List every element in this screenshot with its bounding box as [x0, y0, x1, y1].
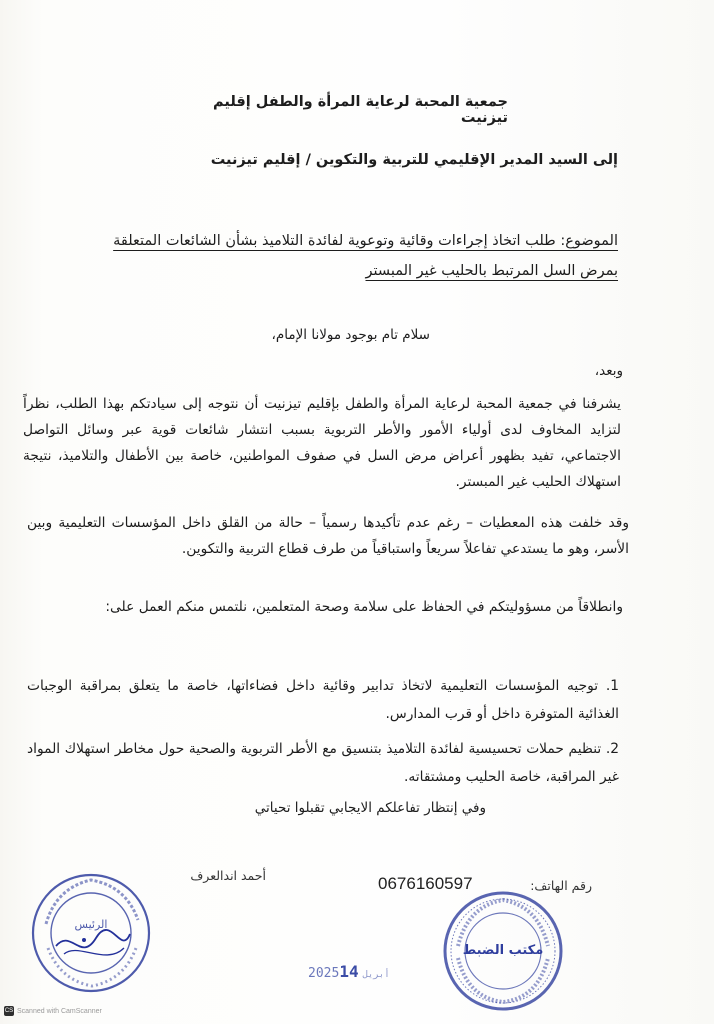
subject-line-2: بمرض السل المرتبط بالحليب غير المبستر [365, 263, 618, 279]
received-date-stamp [308, 962, 428, 981]
camscanner-logo-icon: CS [4, 1008, 14, 1014]
stamp-role-text: الرئيس [74, 918, 108, 931]
scanner-watermark [4, 1006, 102, 1016]
body-paragraph-3: وانطلاقاً من مسؤوليتكم في الحفاظ على سلامة وصحة المتعلمين، نلتمس منكم العمل على: [105, 599, 623, 615]
recipient-line: إلى السيد المدير الإقليمي للتربية والتكوين / إقليم تيزنيت [210, 152, 618, 168]
registry-stamp-text: مكتب الضبط [462, 943, 544, 958]
date-stamp-year: 2025 [308, 966, 340, 981]
request-item-1: 1. توجيه المؤسسات التعليمية لاتخاذ تدابير وقائية داخل فضاءاتها، خاصة ما يتعلق بمراقبة الوجبات الغذائية المتوفرة داخل أو قرب المدارس. [27, 678, 619, 722]
association-stamp-icon [26, 868, 156, 998]
request-item-2: 2. تنظيم حملات تحسيسية لفائدة التلاميذ بتنسيق مع الأطر التربوية والصحية حول مخاطر استهلاك المواد غير المراقبة، خاصة الحليب ومشتقاته. [27, 741, 619, 785]
date-stamp-day: 14 [339, 962, 359, 981]
closing-line: وفي إنتظار تفاعلكم الايجابي تقبلوا تحياتي [254, 800, 486, 816]
body-paragraph-2: وقد خلفت هذه المعطيات – رغم عدم تأكيدها رسمياً – حالة من القلق داخل المؤسسات التعليمية وبين الأسر، وهو ما يستدعي تفاعلاً سريعاً واستباقياً من طرف قطاع التربية والتكوين. [27, 515, 629, 557]
greeting: سلام تام بوجود مولانا الإمام، [271, 327, 430, 343]
organization-header: جمعية المحبة لرعاية المرأة والطفل إقليم تيزنيت [213, 94, 508, 126]
subject-line-1: الموضوع: طلب اتخاذ إجراءات وقائية وتوعوية لفائدة التلاميذ بشأن الشائعات المتعلقة [113, 233, 618, 249]
phone-label: رقم الهاتف: [530, 878, 592, 893]
body-paragraph-1: يشرفنا في جمعية المحبة لرعاية المرأة والطفل بإقليم تيزنيت أن نتوجه إلى سيادتكم بهذا الطلب، نظراً لتزايد المخاوف لدى أولياء الأمور والأطر التربوية بسبب انتشار شائعات قوية عبر وسائل التواصل الاجتماعي، تفيد بظهور أعراض مرض السل في صفوف المواطنين، خاصة بين الأطفال والتلاميذ، نتيجة استهلاك الحليب غير المبستر. [23, 396, 621, 490]
signer-name: أحمد اندالعرف [190, 868, 266, 883]
registry-stamp-icon [438, 886, 568, 1016]
scanner-watermark-text: Scanned with CamScanner [17, 1007, 102, 1015]
opening-word: وبعد، [594, 363, 623, 379]
phone-number: 0676160597 [378, 874, 473, 893]
subject-block [58, 226, 618, 286]
date-stamp-month: أبريل [362, 970, 390, 980]
